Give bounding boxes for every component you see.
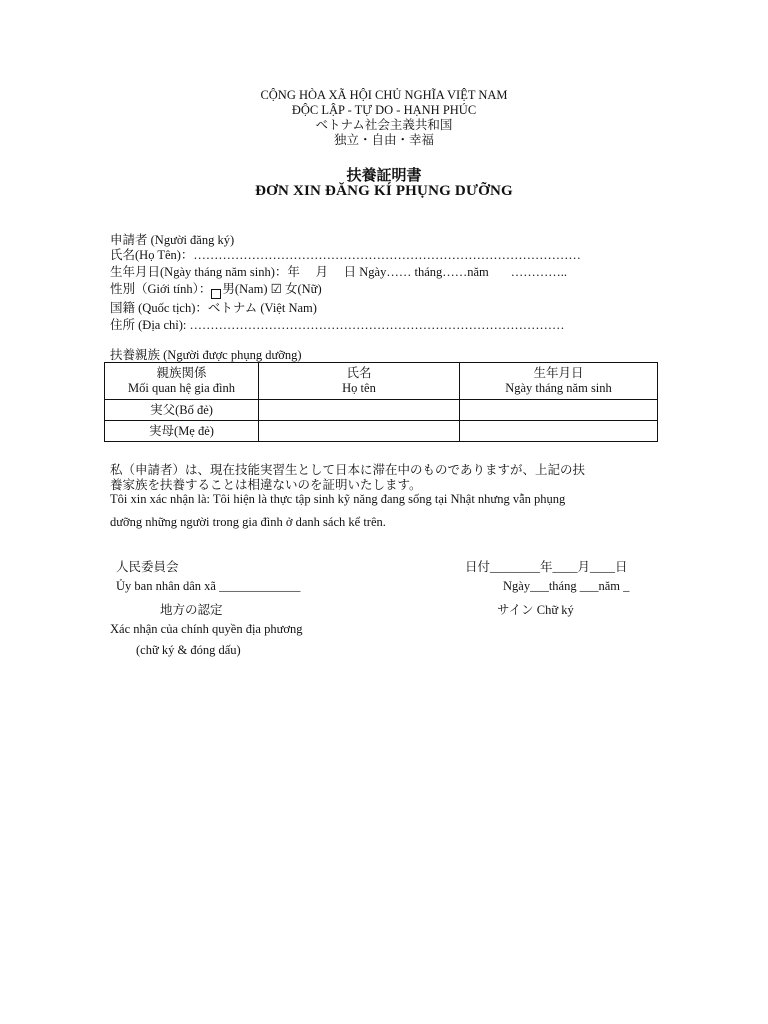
header-line-4: 独立・自由・幸福 (333, 133, 434, 147)
local-cert-jp: 地方の認定 (160, 603, 223, 617)
table-row (105, 400, 658, 421)
applicant-address-field[interactable]: 住所 (Địa chỉ): ……………………………………………………………………………… (110, 318, 565, 332)
table-row (105, 421, 658, 442)
declaration-jp-line-2: 養家族を扶養することは相違ないのを証明いたします。 (110, 478, 422, 492)
title-japanese: 扶養証明書 (346, 168, 422, 184)
gender-female-label[interactable]: ☑ 女(Nữ) (270, 282, 322, 296)
applicant-heading: 申請者 (Người đăng ký) (110, 233, 235, 247)
applicant-dob-field[interactable] (110, 262, 567, 280)
dependents-table (104, 362, 658, 442)
declaration-vn-line-1: Tôi xin xác nhận là: Tôi hiện là thực tập sinh kỹ năng đang sống tại Nhật nhưng vẫn phụng (110, 492, 566, 506)
relation-cell: 実母(Mẹ đẻ) (105, 421, 259, 442)
header-line-3: ベトナム社会主義共和国 (315, 118, 453, 132)
dependents-heading: 扶養親族 (Người được phụng dưỡng) (110, 348, 302, 362)
date-jp-field[interactable]: 日付________年____月____日 (465, 560, 628, 574)
dob-cell[interactable] (460, 400, 658, 421)
local-cert-vn: Xác nhận của chính quyền địa phương (110, 622, 303, 636)
relation-cell: 実父(Bố đẻ) (105, 400, 259, 421)
applicant-gender-field (110, 279, 322, 297)
signature-label: サイン Chữ ký (497, 603, 574, 617)
declaration-jp-line-1: 私（申請者）は、現在技能実習生として日本に滞在中のものでありますが、上記の扶 (110, 463, 586, 477)
table-header-row (105, 363, 658, 400)
dob-cell[interactable] (460, 421, 658, 442)
column-header-dob: 生年月日 Ngày tháng năm sinh (460, 363, 658, 400)
header-line-2: ĐỘC LẬP - TỰ DO - HẠNH PHÚC (291, 103, 477, 117)
gender-male-label: 男(Nam) (222, 282, 268, 296)
committee-vn-field[interactable]: Ủy ban nhân dân xã _____________ (116, 579, 301, 593)
committee-jp: 人民委員会 (116, 560, 179, 574)
applicant-name-field[interactable]: 氏名(Họ Tên)：………………………………………………………………………………… (110, 248, 581, 262)
declaration-vn-line-2: dưỡng những người trong gia đình ở danh sách kể trên. (110, 515, 386, 529)
column-header-name: 氏名 Họ tên (259, 363, 460, 400)
date-vn-field[interactable]: Ngày___tháng ___năm _ (503, 579, 630, 593)
title-vietnamese: ĐƠN XIN ĐĂNG KÍ PHỤNG DƯỠNG (255, 183, 513, 199)
column-header-relation: 親族関係 Mối quan hệ gia đình (105, 363, 259, 400)
sign-seal-note: (chữ ký & đóng dấu) (136, 643, 241, 657)
dob-label: 生年月日(Ngày tháng năm sinh)：年 月 日 Ngày…… tháng……năm (110, 265, 489, 279)
header-line-1: CỘNG HÒA XÃ HỘI CHỦ NGHĨA VIỆT NAM (260, 88, 508, 102)
gender-label: 性別（Giới tính）： (110, 282, 212, 296)
dob-dots: ………….. (510, 265, 568, 279)
applicant-nationality: 国籍 (Quốc tịch)：ベトナム (Việt Nam) (110, 301, 317, 315)
name-cell[interactable] (259, 400, 460, 421)
name-cell[interactable] (259, 421, 460, 442)
